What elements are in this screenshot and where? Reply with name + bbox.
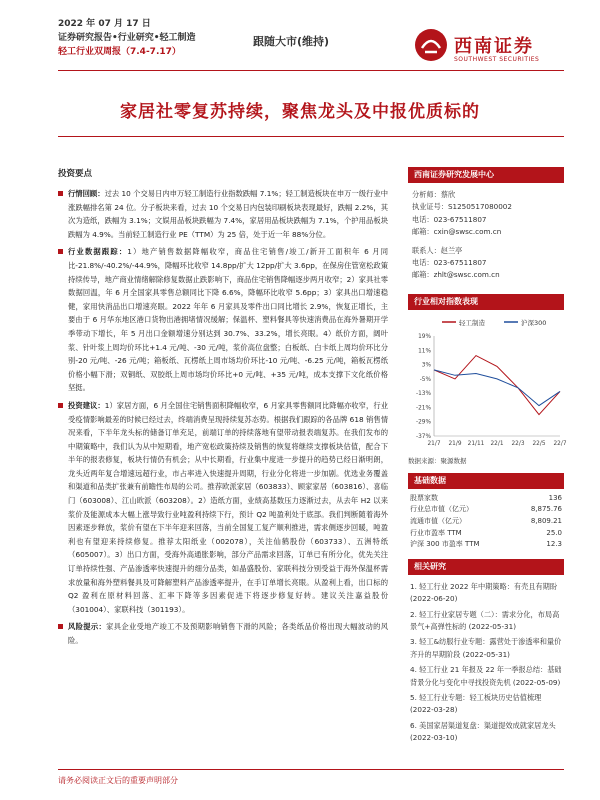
contact-line: 电话：023-67511807 (412, 258, 487, 268)
footer-divider (58, 769, 564, 770)
related-item[interactable]: 4. 轻工行业 21 年报及 22 年一季报总结：基础背景分化与变化中寻找投资先机 (2022-05-09) (410, 665, 562, 687)
legend-label: 轻工制造 (459, 318, 485, 327)
paragraph-text: 过去 10 个交易日内申万轻工制造行业指数跌幅 7.1%；轻工制造板块在申万一级行业中涨跌幅排名第 24 位。分子板块来看，过去 10 个交易日内包装印刷板块表现最好，跌幅 2.2%，其次为造纸，跌幅为 3.1%；文娱用品板块跌幅为 7.4%，家居用品板块跌幅为 7.1%，个护用品板块跌幅为 4.9%。当前轻工制造行业 PE（TTM）为 25 倍，处于近一年 88%分位。 (68, 189, 388, 239)
title-divider (58, 136, 564, 137)
related-item[interactable]: 1. 轻工行业 2022 年中期策略：有壳且有期盼 (2022-06-20) (410, 581, 558, 604)
paragraph-text: 家具企业受地产竣工不及预期影响销售下滑的风险；各类纸品价格出现大幅波动的风险。 (68, 622, 389, 645)
summary-paragraph (58, 187, 388, 241)
bullet-square-icon (58, 191, 63, 196)
contact-email[interactable]: 邮箱：zhlt@swsc.com.cn (412, 270, 500, 280)
report-type: 证券研究报告•行业研究•轻工制造 (58, 33, 196, 43)
row-label: 股票家数 (410, 493, 438, 502)
related-research-list (408, 575, 564, 754)
row-value: 12.3 (546, 540, 562, 549)
row-label: 沪深 300 市盈率 TTM (410, 540, 480, 549)
summary-heading: 投资要点 (58, 169, 93, 179)
paragraph-lead: 行情回顾： (68, 189, 105, 198)
related-item[interactable]: 5. 轻工行业专题：轻工板块历史估值梳理 (2022-03-28) (410, 693, 542, 715)
analyst-line: 分析师：蔡欣 (412, 190, 456, 199)
bullet-square-icon (58, 249, 63, 254)
row-value: 136 (548, 493, 562, 502)
chart-heading: 行业相对指数表现 (408, 294, 564, 310)
report-date: 2022 年 07 月 17 日 (58, 19, 151, 29)
header-left (58, 17, 196, 59)
chart-source: 数据来源：聚源数据 (408, 456, 467, 465)
x-tick-label: 21/11 (467, 440, 485, 447)
row-value: 8,875.76 (530, 505, 562, 514)
y-tick-label: -5% (419, 376, 431, 383)
row-label: 行业市盈率 TTM (410, 528, 462, 537)
row-value: 8,809.21 (530, 517, 562, 526)
table-row (408, 493, 564, 505)
contact-line: 联系人：赵兰亭 (412, 245, 463, 255)
paragraph-lead: 投资建议： (68, 400, 105, 410)
related-research-heading: 相关研究 (408, 559, 564, 575)
basic-data-table (408, 493, 564, 551)
analyst-line: 电话：023-67511807 (412, 214, 487, 224)
investment-summary (58, 167, 388, 652)
row-value: 25.0 (546, 528, 562, 537)
analyst-line: 执业证号：S1250517080002 (412, 202, 512, 212)
y-tick-label: 11% (418, 348, 431, 355)
logo-mark-icon (414, 28, 448, 62)
paragraph-text: 1）地产销售数据降幅收窄，商品住宅销售/竣工/新开工面积年 6 月同比-21.8%/-40.2%/-44.9%，降幅环比收窄 14.8pp/扩大 12pp/扩大 3.6pp，在保房住管宽松政策持续传导，地产商业情绪解除修复数据止跌影响下，商品住宅销售降幅逐步两月收窄；2）家具社零数据回温，年 6 月全国家具零售总额同比下降 6.6%，降幅环比收窄 5.6pp；3）家具出口增速稳健，家用快消品出口增速亮眼。2022 年年 6 月家具及零件出口同比增长 2.9%，恢复正增长，主要由于 6 月华东地区港口货物出港拥堵情况缓解；保温杯、塑料餐具等快速消费品在海外暑期开学季带动下增长，年 5 月出口金额增速分别达到 30.7%、33.2%，增长亮眼。4）纸价方面，阔叶浆、针叶浆上周均价环比+1.4 元/吨、-30 元/吨，浆价高位盘整；白板纸、白卡纸上周均价环比分别-20 元/吨、-26 元/吨；箱板纸、瓦楞纸上周市场均价环比-10 元/吨、-6.25 元/吨，箱板瓦楞纸价格小幅下滑；双铜纸、双胶纸上周市场均价环比+0 元/吨、+35 元/吨，成本支撑下文化纸价格坚挺。 (68, 247, 388, 393)
table-row (408, 528, 564, 540)
table-row (408, 539, 564, 551)
company-logo (414, 24, 564, 70)
related-item[interactable]: 3. 轻工&纺服行业专题：露营处于渗透率和量价齐升的早期阶段 (2022-05-31) (410, 637, 562, 659)
paragraph-lead: 风险提示： (68, 622, 107, 632)
header-divider (58, 70, 564, 71)
y-tick-label: -13% (416, 390, 431, 397)
y-tick-label: 19% (418, 333, 431, 340)
bullet-square-icon (58, 624, 63, 629)
y-tick-label: -21% (416, 405, 431, 412)
analyst-info (408, 183, 564, 286)
report-series: 轻工行业双周报（7.4-7.17） (58, 47, 181, 57)
y-tick-label: 3% (421, 362, 431, 369)
bullet-square-icon (58, 403, 63, 408)
basic-data-heading: 基础数据 (408, 473, 564, 489)
analyst-email[interactable]: 邮箱：cxin@swsc.com.cn (412, 227, 502, 237)
x-tick-label: 22/7 (553, 440, 567, 447)
y-tick-label: -37% (416, 433, 431, 440)
legend-label: 沪深300 (521, 318, 547, 327)
x-tick-label: 22/1 (490, 440, 504, 447)
related-item[interactable]: 6. 美国家居渠道复盘：渠道提效成就家居龙头 (2022-03-10) (410, 720, 556, 743)
sidebar (408, 167, 567, 754)
related-item[interactable]: 2. 轻工行业家居专题（二）：需求分化，布局高景气+高弹性标的 (2022-05-31) (410, 609, 560, 632)
analyst-heading: 西南证券研究发展中心 (408, 167, 564, 183)
series-line-0 (434, 355, 560, 414)
paragraph-lead: 行业数据跟踪： (68, 247, 128, 257)
y-tick-label: -29% (416, 419, 431, 426)
series-line-1 (434, 370, 560, 406)
row-label: 行业总市值（亿元） (410, 505, 473, 514)
summary-paragraph (58, 620, 388, 647)
x-tick-label: 21/9 (448, 440, 462, 447)
x-tick-label: 22/3 (511, 440, 525, 447)
footer-disclaimer: 请务必阅读正文后的重要声明部分 (58, 776, 178, 785)
x-tick-label: 21/7 (427, 440, 441, 447)
table-row (408, 516, 564, 528)
paragraph-text: 1）家居方面，6 月全国住宅销售面积降幅收窄，6 月家具零售额同比降幅亦收窄，行业受疫情影响最差的时候已经过去，终端消费呈现持续复苏态势。根据我们跟踪的各品牌 618 销售情况来看，下半年龙头标的储备订单充足，前端订单的持续落地有望带动报表端复苏。在我们发布的中期策略中，我们认为从中短期看，地产宽松政策持续及销售的恢复将继续支撑板块估值，配合下半年的报表修复，板块行情仍有机会；从中长期看，行业集中度进一步提升的趋势已经日渐明朗，龙头近两年复合增速远超行业，市占率进入快速提升周期，行业分化将进一步加剧。优选业务覆盖和渠道和品类扩张兼有前瞻性布局的公司。推荐欧派家居（603833）、顾家家居（603816）、喜临门（603008）、江山欧派（603208）。2）造纸方面，业绩高基数压力逐渐过去，从去年 H2 以来浆价及能源成本大幅上涨导致行业吨盈利持续下行，预计 Q2 吨盈利处于底部。我们判断随着海外因素逐步释放，浆价有望在下半年迎来回落，当前全国复工复产顺利推进，需求侧逐步回暖，吨盈利也有望迎来持续修复。推荐太阳纸业（002078），关注仙鹤股份（603733）、五洲特纸（605007）。3）出口方面，受海外高通胀影响，部分产品需求回落，订单已有所分化，优先关注订单持续性强、产品渗透率快速提升的细分品类，如晶盛股份、家联科技分别受益于海外保温杯需求放量和海外塑料餐具及可降解塑料产品渗透率提升，在手订单增长亮眼。从盈利上看，出口标的 Q2 盈利在原材料回落、汇率下降等多因素促进下将逐步修复好转。建议关注嘉益股份（301004）、家联科技（301193）。 (68, 400, 388, 614)
logo-text-cn: 西南证券 (454, 36, 534, 57)
table-row (408, 504, 564, 516)
row-label: 流通市值（亿元） (410, 517, 466, 526)
x-tick-label: 22/5 (532, 440, 546, 447)
logo-text-en: SOUTHWEST SECURITIES (454, 56, 540, 63)
rating: 跟随大市(维持) (253, 35, 330, 48)
summary-paragraph (58, 399, 388, 617)
chart-svg (408, 314, 567, 454)
relative-performance-chart (408, 294, 567, 465)
summary-paragraph (58, 245, 388, 395)
report-title: 家居社零复苏持续，聚焦龙头及中报优质标的 (120, 102, 480, 122)
